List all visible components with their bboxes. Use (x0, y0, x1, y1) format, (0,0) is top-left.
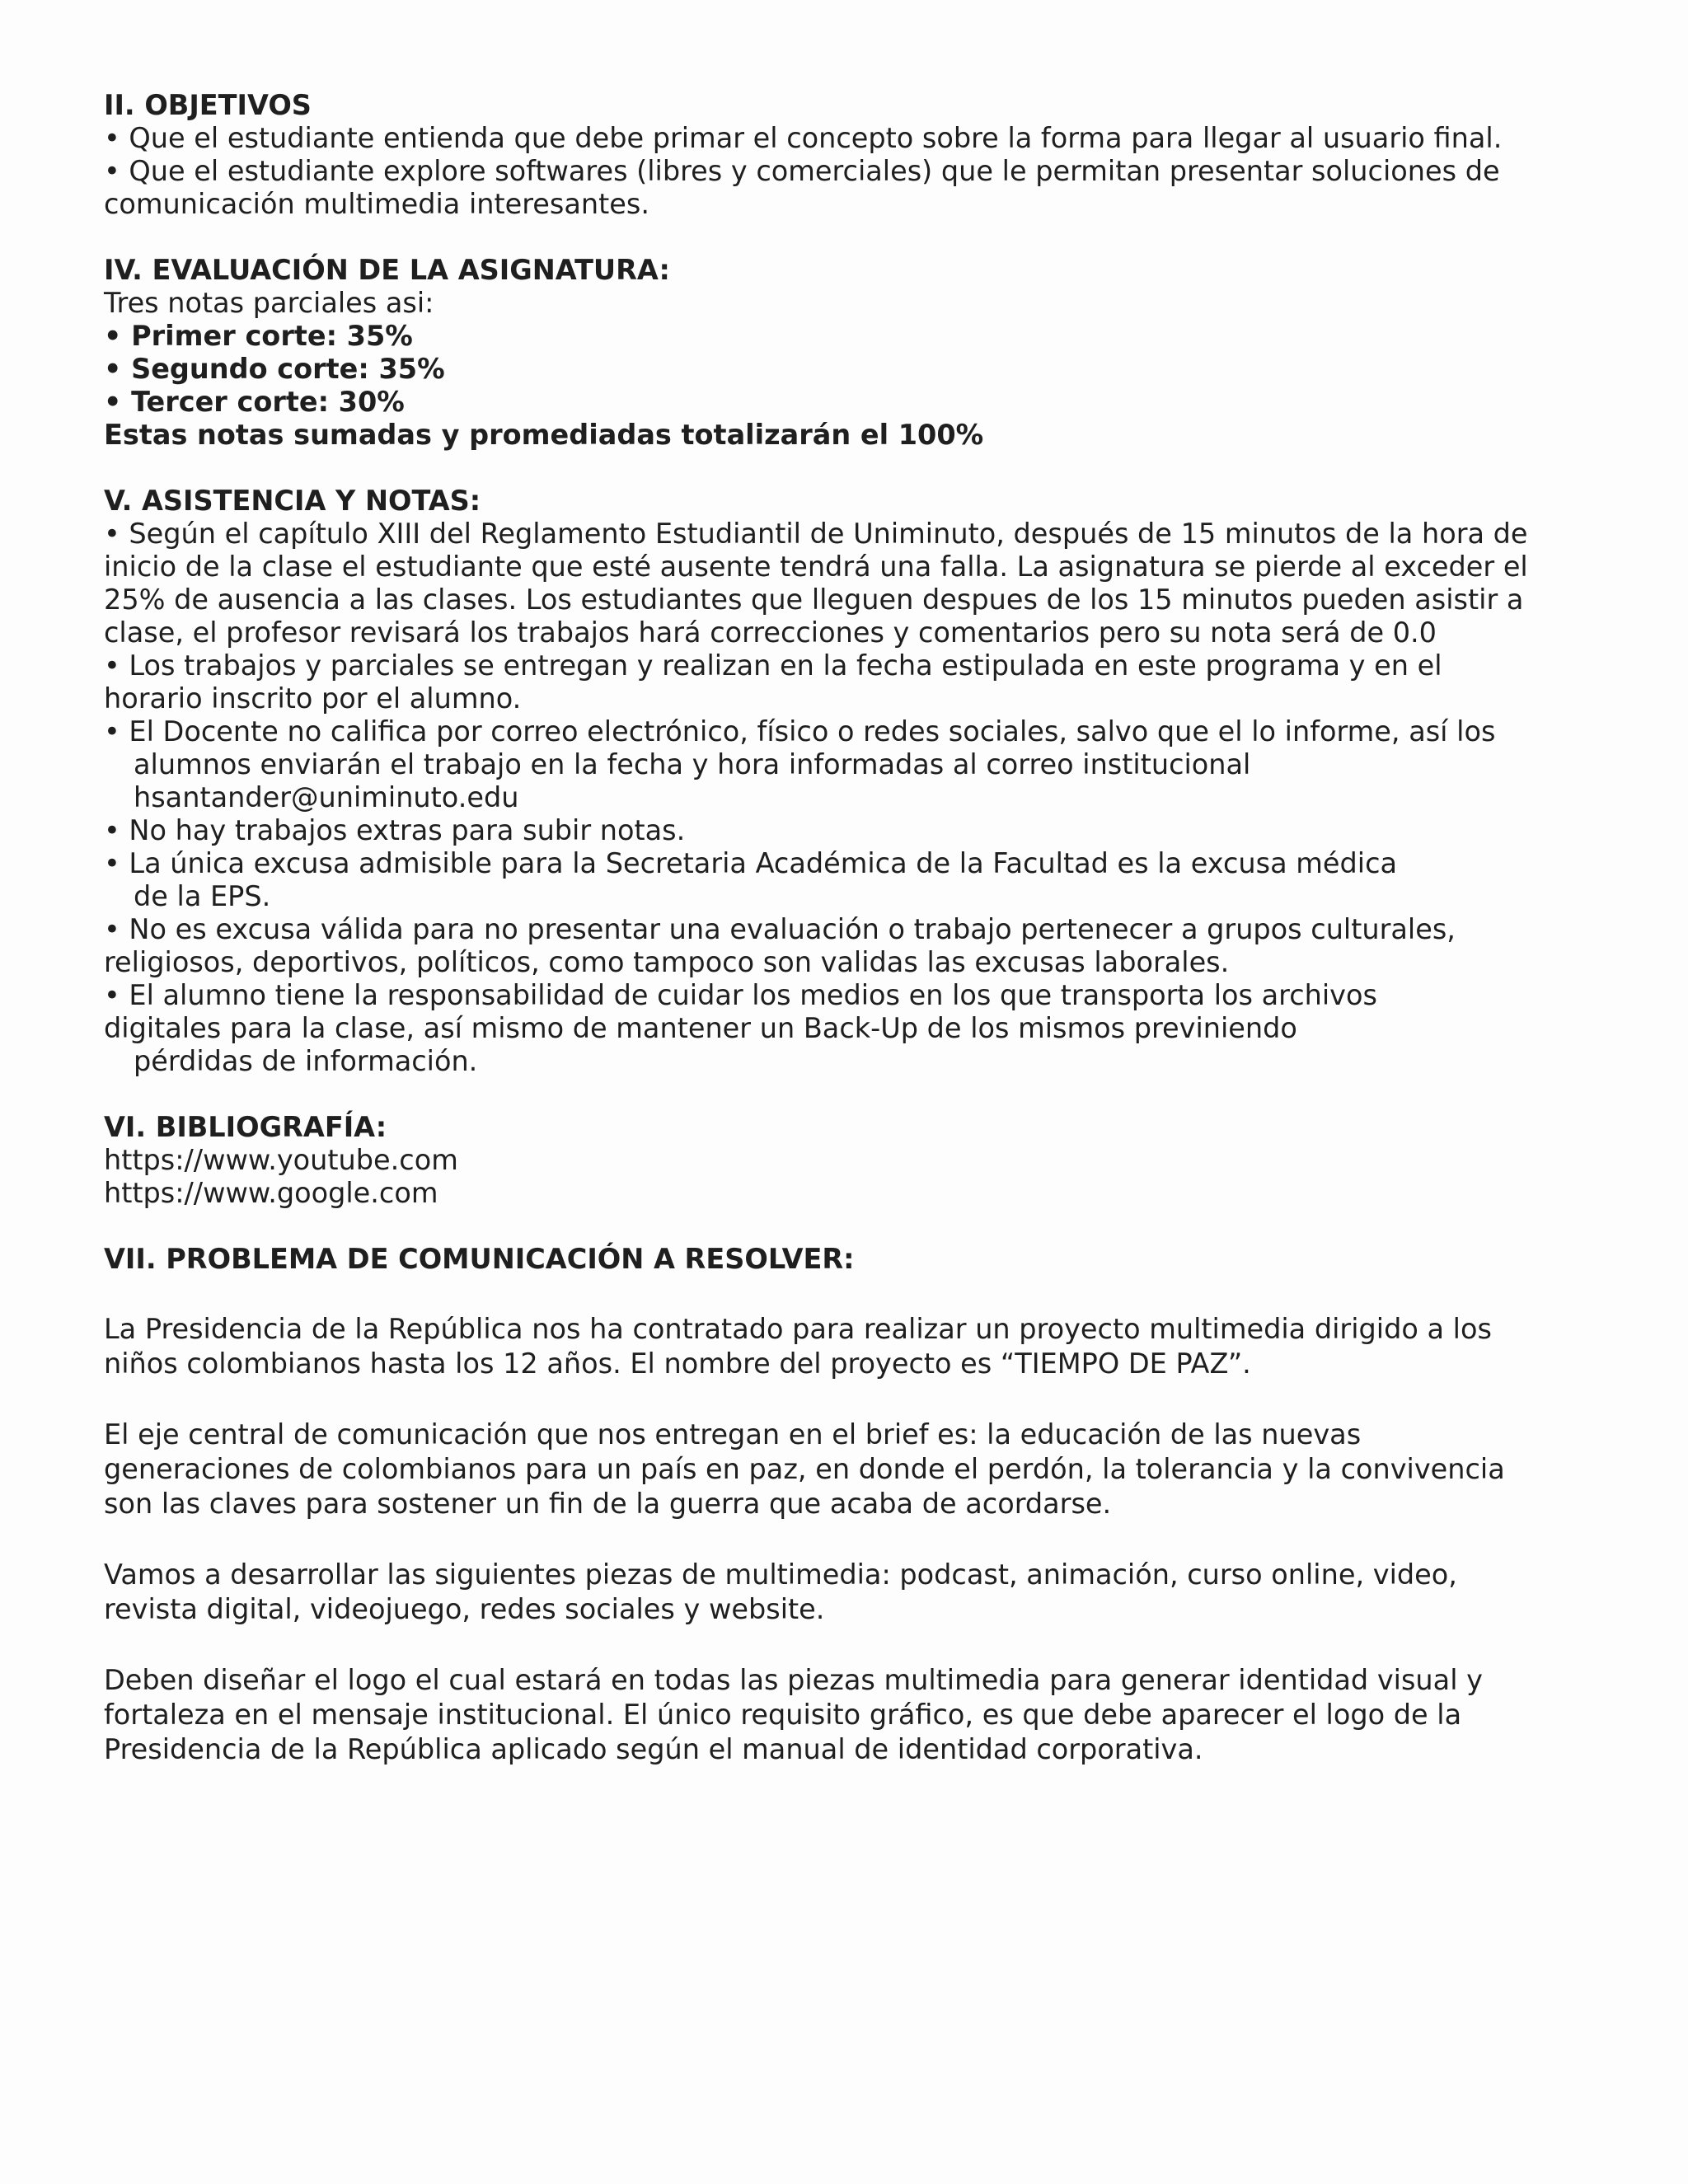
rule-line: • Los trabajos y parciales se entregan y realizan en la fecha estipulada en este programa y en el (104, 649, 1442, 682)
list-item: • Que el estudiante explore softwares (libres y comerciales) que le permitan presentar soluciones de (104, 155, 1500, 187)
list-item: comunicación multimedia interesantes. (104, 188, 649, 220)
rule-line: • El alumno tiene la responsabilidad de cuidar los medios en los que transporta los archivos (104, 979, 1377, 1011)
grade-item: • Segundo corte: 35% (104, 353, 445, 385)
bibliography-link: https://www.youtube.com (104, 1144, 458, 1176)
rule-line: de la EPS. (134, 880, 271, 912)
section-problema (104, 1243, 1606, 1767)
problem-line: niños colombianos hasta los 12 años. El nombre del proyecto es “TIEMPO DE PAZ”. (104, 1347, 1251, 1380)
rule-line: alumnos enviarán el trabajo en la fecha y hora informadas al correo institucional (134, 748, 1251, 780)
rule-line: • No es excusa válida para no presentar una evaluación o trabajo pertenecer a grupos culturales, (104, 913, 1456, 945)
rule-line: • Según el capítulo XIII del Reglamento Estudiantil de Uniminuto, después de 15 minutos de la hora de (104, 518, 1528, 550)
section-heading: VI. BIBLIOGRAFÍA: (104, 1111, 387, 1143)
problem-line: Vamos a desarrollar las siguientes piezas de multimedia: podcast, animación, curso online, video, (104, 1558, 1457, 1591)
problem-line: fortaleza en el mensaje institucional. El único requisito gráfico, es que debe aparecer el logo de la (104, 1699, 1462, 1731)
section-heading: VII. PROBLEMA DE COMUNICACIÓN A RESOLVER: (104, 1243, 855, 1275)
problem-line: revista digital, videojuego, redes sociales y website. (104, 1593, 825, 1625)
bibliography-link: https://www.google.com (104, 1177, 438, 1209)
section-evaluacion (104, 254, 1606, 452)
rule-line: • La única excusa admisible para la Secretaria Académica de la Facultad es la excusa médica (104, 847, 1398, 879)
section-bibliografia (104, 1111, 1606, 1210)
rule-line: digitales para la clase, así mismo de mantener un Back-Up de los mismos previniendo (104, 1012, 1297, 1044)
list-item: • Que el estudiante entienda que debe primar el concepto sobre la forma para llegar al usuario final. (104, 122, 1503, 154)
section-objetivos (104, 89, 1606, 221)
problem-line: El eje central de comunicación que nos entregan en el brief es: la educación de las nuevas (104, 1418, 1362, 1451)
rule-line: religiosos, deportivos, políticos, como tampoco son validas las excusas laborales. (104, 946, 1230, 978)
problem-line: Presidencia de la República aplicado según el manual de identidad corporativa. (104, 1733, 1203, 1765)
section-asistencia (104, 485, 1606, 1078)
problem-line: Deben diseñar el logo el cual estará en todas las piezas multimedia para generar identidad visual y (104, 1664, 1483, 1696)
rule-line: clase, el profesor revisará los trabajos hará correcciones y comentarios pero su nota será de 0.0 (104, 616, 1437, 649)
problem-line: La Presidencia de la República nos ha contratado para realizar un proyecto multimedia dirigido a los (104, 1313, 1492, 1345)
grade-item: • Primer corte: 35% (104, 320, 413, 352)
section-heading: V. ASISTENCIA Y NOTAS: (104, 485, 481, 517)
email-address: hsantander@uniminuto.edu (134, 781, 519, 813)
rule-line: horario inscrito por el alumno. (104, 682, 522, 715)
rule-line: • El Docente no califica por correo electrónico, físico o redes sociales, salvo que el lo informe, así los (104, 715, 1496, 748)
grade-total: Estas notas sumadas y promediadas totalizarán el 100% (104, 419, 984, 451)
problem-line: generaciones de colombianos para un país en paz, en donde el perdón, la tolerancia y la convivencia (104, 1453, 1505, 1485)
grade-item: • Tercer corte: 30% (104, 386, 405, 418)
rule-line: inicio de la clase el estudiante que esté ausente tendrá una falla. La asignatura se pierde al exceder el (104, 551, 1528, 583)
section-heading: IV. EVALUACIÓN DE LA ASIGNATURA: (104, 254, 670, 286)
evaluation-intro: Tres notas parciales asi: (104, 287, 434, 319)
rule-line: 25% de ausencia a las clases. Los estudiantes que lleguen despues de los 15 minutos pueden asistir a (104, 583, 1524, 616)
rule-line: • No hay trabajos extras para subir notas. (104, 814, 686, 846)
rule-line: pérdidas de información. (134, 1045, 478, 1077)
problem-line: son las claves para sostener un fin de la guerra que acaba de acordarse. (104, 1488, 1112, 1520)
section-heading: II. OBJETIVOS (104, 89, 312, 121)
